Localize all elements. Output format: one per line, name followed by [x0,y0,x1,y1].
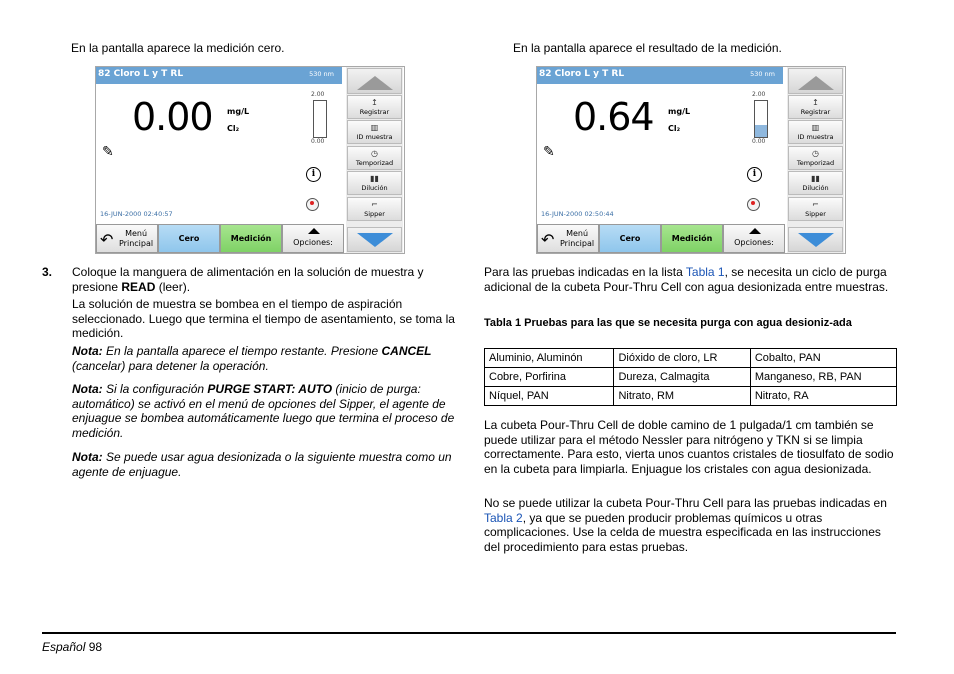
sipper-label: Sipper [805,210,826,218]
dilucion-label: Dilución [361,184,388,192]
back-arrow-icon: ↶ [541,230,555,249]
temporizad-label: Temporizad [355,159,394,167]
registrar-button[interactable] [347,95,402,119]
zero-button[interactable]: Cero [158,224,220,253]
reading-chemical-form: Cl₂ [227,124,240,133]
table-row [485,349,897,368]
options-up-arrow-icon [308,228,320,234]
table-row [485,387,897,406]
scale-max: 2.00 [311,91,325,98]
table-row [485,368,897,387]
registrar-icon: ↥ [371,98,378,107]
scroll-up-button[interactable] [788,68,843,94]
dilucion-label: Dilución [802,184,829,192]
menu-label-line2: Principal [119,239,154,248]
scale-max: 2.00 [752,91,766,98]
options-button[interactable] [723,224,785,253]
measure-button[interactable]: Medición [661,224,723,253]
id-muestra-label: ID muestra [797,133,834,141]
step-3-description: La solución de muestra se bombea en el tiempo de aspiración seleccionado. Luego que termina el tiempo de asentamiento, se toma la medición. [72,297,455,340]
footer-language: Español [42,640,86,654]
options-button[interactable] [282,224,344,253]
options-label: Opciones: [293,238,333,247]
reading-unit: mg/L [227,107,250,116]
note-cancel: Nota: En la pantalla aparece el tiempo restante. Presione CANCEL (cancelar) para detener la operación. [72,344,432,373]
id-muestra-label: ID muestra [356,133,393,141]
id-muestra-button[interactable] [347,120,402,144]
back-arrow-icon: ↶ [100,230,114,249]
level-bar-fill [755,125,767,137]
method-title: 82 Cloro L y T RL [98,69,184,79]
sipper-button[interactable] [788,197,843,221]
reading-unit: mg/L [668,107,691,116]
sipper-button[interactable] [347,197,402,221]
table-cell: Manganeso, RB, PAN [750,368,896,387]
dilution-icon: ▮▮ [811,174,820,183]
timer-clock-icon: ◷ [812,149,819,158]
sipper-icon: ⌐ [371,200,378,209]
page-number: 98 [88,640,103,654]
reading-value: 0.00 [132,95,213,139]
scale-min: 0.00 [311,138,325,145]
table-cell: Nitrato, RA [750,387,896,406]
right-caption: En la pantalla aparece el resultado de la medición. [513,41,782,55]
scroll-down-button[interactable] [788,227,843,252]
table-1-caption: Tabla 1 Pruebas para las que se necesita purga con agua desioniz-ada [484,317,852,329]
left-caption: En la pantalla aparece la medición cero. [71,41,285,55]
table-cell: Dureza, Calmagita [614,368,750,387]
purge-tests-table [484,348,897,406]
info-icon[interactable]: i [747,167,762,182]
table-cell: Dióxido de cloro, LR [614,349,750,368]
screen-datetime: 16-JUN-2000 02:40:57 [100,210,173,218]
zero-button[interactable]: Cero [599,224,661,253]
sample-id-icon: ▥ [811,123,820,132]
registrar-label: Registrar [359,108,390,116]
side-button-panel [787,67,844,253]
dilution-icon: ▮▮ [370,174,379,183]
device-screen-result [536,66,846,254]
level-bar [754,100,768,138]
dilucion-button[interactable] [788,171,843,195]
tabla-2-link[interactable]: Tabla 2 [484,510,523,525]
registrar-label: Registrar [800,108,831,116]
sample-id-icon: ▥ [370,123,379,132]
main-menu-button[interactable] [96,224,158,253]
info-icon[interactable]: i [306,167,321,182]
timer-icon[interactable] [747,198,760,211]
sipper-label: Sipper [364,210,385,218]
timer-icon[interactable] [306,198,319,211]
measure-button[interactable]: Medición [220,224,282,253]
main-menu-button[interactable] [537,224,599,253]
table-cell: Aluminio, Aluminón [485,349,614,368]
scale-min: 0.00 [752,138,766,145]
menu-label-line1: Menú [125,229,148,238]
table-cell: Cobalto, PAN [750,349,896,368]
reading-chemical-form: Cl₂ [668,124,681,133]
side-button-panel [346,67,403,253]
note-rinse-agent: Nota: Se puede usar agua desionizada o la siguiente muestra como un agente de enjuague. [72,450,452,479]
scroll-up-button[interactable] [347,68,402,94]
registrar-icon: ↥ [812,98,819,107]
dilucion-button[interactable] [347,171,402,195]
temporizad-button[interactable] [788,146,843,170]
temporizad-button[interactable] [347,146,402,170]
wavelength-label: 530 nm [750,70,775,78]
table-cell: Cobre, Porfirina [485,368,614,387]
wavelength-label: 530 nm [309,70,334,78]
options-up-arrow-icon [749,228,761,234]
menu-label-line2: Principal [560,239,595,248]
nessler-paragraph: La cubeta Pour-Thru Cell de doble camino de 1 pulgada/1 cm también se puede utilizar para el método Nessler para nitrógeno y TKN si se limpia correctamente. Para esto, vierta unos cuantos cristales de tiosulfato de sodio en la cubeta para limpiarla. Enjuague los cristales con agua desionizada. [484,418,894,476]
scroll-down-button[interactable] [347,227,402,252]
device-screen-zero [95,66,405,254]
method-title: 82 Cloro L y T RL [539,69,625,79]
reading-value: 0.64 [573,95,654,139]
table-cell: Níquel, PAN [485,387,614,406]
screen-title-bar [96,67,342,84]
restrictions-paragraph: No se puede utilizar la cubeta Pour-Thru Cell para las pruebas indicadas en Tabla 2, ya que se pueden producir problemas químicos u otras complicaciones. Use la celda de muestra especificada en las instrucciones del procedimiento para estas pruebas. [484,496,887,554]
note-purge-start: Nota: Si la configuración PURGE START: AUTO (inicio de purga: automático) se activó en el menú de opciones del Sipper, el agente de enjuague se bombea automáticamente luego que termina el proceso de medición. [72,382,455,440]
sipper-icon: ⌐ [812,200,819,209]
table-cell: Nitrato, RM [614,387,750,406]
step-3-text: Coloque la manguera de alimentación en la solución de muestra y presione READ (leer). [72,265,424,294]
tabla-1-link[interactable]: Tabla 1 [685,265,725,279]
footer [42,640,102,655]
footer-rule [42,632,896,634]
step-number: 3. [42,265,53,279]
screen-title-bar [537,67,783,84]
timer-clock-icon: ◷ [371,149,378,158]
purge-intro-paragraph: Para las pruebas indicadas en la lista Tabla 1, se necesita un ciclo de purga adicional de la cubeta Pour-Thru Cell con agua desionizada entre muestras. [484,265,889,294]
level-bar [313,100,327,138]
screen-datetime: 16-JUN-2000 02:50:44 [541,210,614,218]
id-muestra-button[interactable] [788,120,843,144]
edit-pencil-icon[interactable]: ✎ [102,144,114,160]
registrar-button[interactable] [788,95,843,119]
edit-pencil-icon[interactable]: ✎ [543,144,555,160]
options-label: Opciones: [734,238,774,247]
temporizad-label: Temporizad [796,159,835,167]
menu-label-line1: Menú [566,229,589,238]
